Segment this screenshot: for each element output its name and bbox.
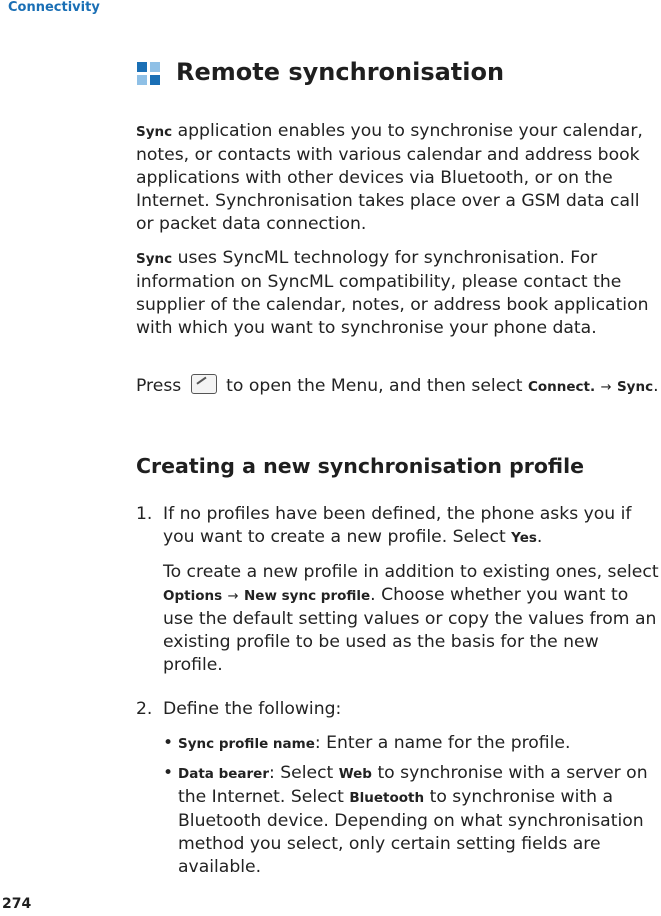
new-sync-profile-keyword: New sync profile [244, 588, 371, 604]
step-2-text: Define the following: [163, 699, 342, 719]
bullet-sync-profile-name: Sync profile name: Enter a name for the profile. [178, 733, 571, 753]
intro-paragraph-3: Press to open the Menu, and then select Connect. → Sync. [136, 376, 659, 396]
step-1-text: If no profiles have been defined, the phone asks you if you want to create a new profile. Select Yes. [163, 504, 632, 547]
bullet-icon: • [163, 733, 174, 753]
sync-keyword: Sync [136, 251, 173, 267]
sync-keyword: Sync [136, 124, 173, 140]
step-1-number: 1. [136, 504, 153, 524]
bullet-data-bearer: Data bearer: Select Web to synchronise with a server on the Internet. Select Bluetooth to synchronise with a Bluetooth device. Depending on what synchronisation method you select, only certain setting fields are available. [178, 763, 648, 877]
intro-paragraph-2: Sync uses SyncML technology for synchronisation. For information on SyncML compatibility, please contact the supplier of the calendar, notes, or address book application with which you want to synchronise your phone data. [136, 248, 649, 338]
arrow-icon: → [600, 380, 612, 395]
sync-profile-name-keyword: Sync profile name [178, 736, 315, 752]
sync-menu-keyword: Sync [616, 379, 654, 395]
intro-paragraph-1: Sync application enables you to synchronise your calendar, notes, or contacts with various calendar and address book applications with other devices via Bluetooth, or on the Internet. Synchronisation takes place over a GSM data call or packet data connection. [136, 121, 643, 234]
arrow-icon: → [227, 589, 239, 604]
bullet-icon: • [163, 763, 174, 783]
step-2-number: 2. [136, 699, 153, 719]
web-keyword: Web [338, 766, 372, 782]
menu-key-icon [191, 374, 217, 394]
connect-menu-keyword: Connect. [527, 379, 596, 395]
chapter-header: Connectivity [8, 0, 100, 15]
section-title: Remote synchronisation [176, 58, 505, 86]
page-number: 274 [2, 896, 32, 912]
section-squares-icon [137, 62, 163, 88]
subsection-title: Creating a new synchronisation profile [136, 454, 585, 478]
options-keyword: Options [163, 588, 223, 604]
yes-keyword: Yes [511, 530, 537, 546]
bluetooth-keyword: Bluetooth [349, 790, 425, 806]
data-bearer-keyword: Data bearer [178, 766, 269, 782]
step-1-paragraph-2: To create a new profile in addition to existing ones, select Options → New sync profile. Choose whether you want to use the default setting values or copy the values from an existing profile to be used as the basis for the new profile. [163, 562, 659, 675]
